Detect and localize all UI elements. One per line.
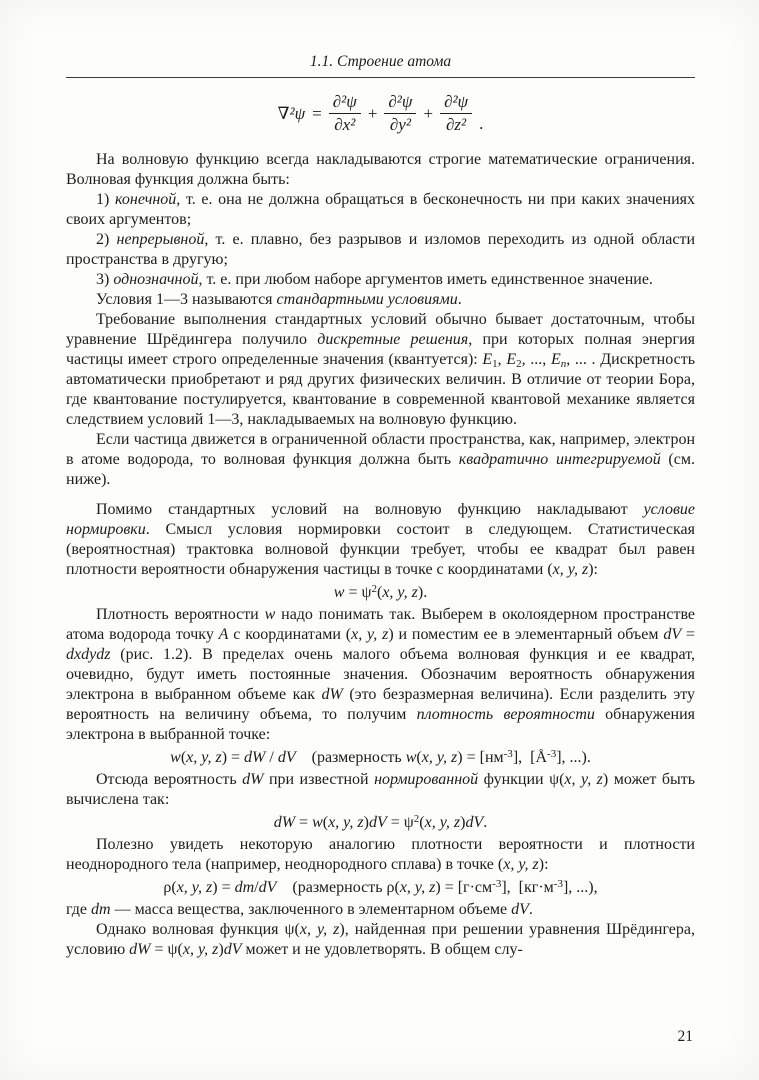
plus-sign: + [423,103,434,123]
text-run: dV [368,813,387,831]
text-run: = ψ( [150,940,183,958]
text-run: функции ψ( [478,770,565,788]
fraction-z [440,92,472,136]
text-run: 3) [96,270,114,288]
text-run: плотность вероятности [416,705,595,723]
text-run: ( [419,813,425,831]
text-run: ) [460,813,466,831]
text-run: — масса вещества, заключенного в элементарном объеме [110,900,512,918]
text-run: , т. е. плавно, без разрывов и изломов переходить из одной области пространства в другую; [66,230,696,268]
running-head: 1.1. Строение атома [309,53,452,70]
text-run: ( [322,813,329,831]
text-run: ], [кг·м [501,878,554,896]
text-run: 2 [371,582,377,595]
text-run: E [550,350,561,368]
text-run: , при которых полная энергия частицы имеет строго определенные значения (квантуется): [66,330,696,368]
text-run: (размерность ρ( [276,878,400,896]
paragraph [66,150,695,190]
formula-line [66,877,695,898]
text-run: ( [377,583,383,601]
page-number: 21 [677,1028,693,1045]
text-run: Условия 1—3 называются [96,290,277,308]
text-run: x, y, z [299,920,340,938]
text-run: , т. е. при любом наборе аргументов иметь единственное значение. [198,270,653,288]
text-run: dm [234,878,255,896]
text-run: 1 [492,357,498,370]
text-run: ( [180,748,187,766]
text-run: x, y, z [399,878,436,896]
text-run: A [218,625,229,643]
text-run: ) и поместим ее в элементарный объем [388,625,664,643]
text-run: (размерность [295,748,406,766]
text-run: dW [242,770,264,788]
text-run: ) = [нм [457,748,504,766]
text-run: (см. ниже). [66,450,695,488]
paragraph [66,920,695,960]
fraction-y [384,92,416,136]
text-run: w [264,605,276,623]
text-run: нормированной [374,770,479,788]
text-run: где [66,900,92,918]
paragraph [66,430,695,490]
text-run: E [506,350,517,368]
text-run: с координатами ( [228,625,352,643]
text-run: . [528,900,533,918]
paragraph [66,230,695,270]
text-run: Помимо стандартных условий на волновую функцию накладывают [96,500,644,518]
text-run: ) [218,940,224,958]
text-run: Полезно увидеть некоторую аналогию плотности вероятности и плотности неоднородного тела (например, неоднородного сплава) в точке ( [66,835,695,873]
fraction-numerator: ∂²ψ [329,92,361,114]
formula-line [66,582,695,603]
paragraph [66,900,695,920]
text-run: Плотность вероятности [96,605,265,623]
text-run: -3 [503,747,513,760]
text-run: x, y, z [328,813,364,831]
text-run: непрерывной [116,230,205,248]
text-run: w [312,813,323,831]
text-run: Однако волновая функция ψ( [96,920,300,938]
laplacian-equation [66,92,695,136]
header-rule [66,77,695,78]
formula-period: . [479,113,484,133]
text-run: w [333,583,345,601]
text-run: w [170,748,181,766]
text-run: dxdydz [66,645,111,663]
text-run: . [483,813,488,831]
paragraph [66,290,695,310]
page-body [66,150,695,960]
text-run: ). [417,583,428,601]
text-run: стандартными условиями [276,290,458,308]
paragraph [66,310,695,430]
text-run: dm [91,900,111,918]
fraction-numerator: ∂²ψ [384,92,416,114]
text-run: -3 [547,747,557,760]
text-run: x, y, z [552,560,589,578]
text-run: dV [277,748,296,766]
text-run: x, y, z [424,813,461,831]
equals-sign: = [312,103,322,123]
text-run: (рис. 1.2). В пределах очень малого объема волновая функция и ее квадрат, очевидно, будут иметь постоянные значения. Обозначим вероятность обнаружения электрона в выбранном объеме как [66,645,695,703]
text-run: однозначной [113,270,199,288]
text-run: Требование выполнения стандартных условий обычно бывает достаточным, чтобы уравнение Шрёдингера получило [66,310,695,348]
formula-line [66,812,695,833]
text-run: Если частица движется в ограниченной области пространства, как, например, электрон в атоме водорода, то волновая функция должна быть [66,430,695,468]
text-run: x, y, z [176,878,213,896]
text-run: Отсюда вероятность [96,770,243,788]
formula-line [66,747,695,768]
text-run: обнаружения электрона в выбранной точке: [66,705,695,743]
text-run: ) может быть вычислена так: [66,770,696,808]
text-run: x, y, z [382,583,418,601]
text-run: / [254,878,259,896]
text-run: ), найденная при решении уравнения Шрёдингера, условию [66,920,696,958]
text-run: На волновую функцию всегда накладываются строгие математические ограничения. Волновая функция должна быть: [66,150,695,188]
text-run: dV [511,900,529,918]
fraction-denominator: ∂x² [334,115,356,135]
text-run: = ψ [344,583,372,601]
text-run: может и не удовлетворять. В общем слу- [241,940,523,958]
text-run: ) = [221,748,245,766]
text-run: n [560,357,567,370]
paragraph [66,605,695,745]
text-run: dV [258,878,277,896]
text-run: условие нормировки [66,500,695,538]
plus-sign: + [367,103,378,123]
text-run: dV [465,813,484,831]
text-run: 1) [96,190,115,208]
text-run: ) [363,813,369,831]
text-run: конечной [115,190,177,208]
fraction-x [329,92,361,136]
text-run: 2) [96,230,117,248]
text-run: ): [538,855,549,873]
text-run: -3 [492,877,502,890]
text-run: ) = [212,878,235,896]
text-run: , ... . Дискретность автоматически приобретают и ряд других физических величин. В отличие от теории Бора, где квантование постулируется, квантование в современной квантовой механике является следствием условий 1—3, накладываемых на волновую функцию. [66,350,696,428]
text-run: / [265,748,278,766]
fraction-numerator: ∂²ψ [440,92,472,114]
paragraph [66,835,695,875]
text-run: дискретные решения [317,330,469,348]
text-run: ], [Å [512,748,548,766]
text-run: , ..., [521,350,551,368]
text-run: dW [129,940,151,958]
text-run: . Смысл условия нормировки состоит в следующем. Статистическая (вероятностная) трактовка волновой функции требует, чтобы ее квадрат был равен плотности вероятности обнаружения частицы в точке с координатами ( [66,520,695,578]
paragraph [66,770,695,810]
text-run: . [457,290,462,308]
text-run: E [482,350,493,368]
text-run: x, y, z [351,625,389,643]
text-run: при известной [263,770,375,788]
fraction-denominator: ∂y² [389,115,411,135]
text-run: ) = [г·см [435,878,493,896]
text-run: ): [588,560,598,578]
text-run: (это безразмерная величина). Если разделить эту вероятность на величину объема, то получим [66,685,695,723]
text-run: ], ...). [556,748,591,766]
text-run: надо понимать так. Выберем в околоядерном пространстве атома водорода точку [66,605,696,643]
text-run: = ψ [386,813,414,831]
text-run: = [295,813,313,831]
text-run: x, y, z [421,748,458,766]
text-run: , т. е. она не должна обращаться в бесконечность ни при каких значениях своих аргументов; [66,190,696,228]
text-run: ], ...), [562,878,598,896]
paragraph [66,190,695,230]
formula-lhs: ∇²ψ [277,103,306,123]
text-run: dV [663,625,682,643]
fraction-denominator: ∂z² [446,115,467,135]
text-run: dW [244,748,266,766]
text-run: x, y, z [564,770,603,788]
text-run: ( [416,748,422,766]
paragraph [66,270,695,290]
paragraph [66,500,695,580]
text-run: 2 [413,812,420,825]
text-run: = [681,625,696,643]
text-run: x, y, z [186,748,222,766]
text-run: w [405,748,417,766]
text-run: -3 [553,877,563,890]
text-run: ρ( [163,878,177,896]
text-run: x, y, z [182,940,219,958]
text-run: квадратично интегрируемой [458,450,661,468]
text-run: , [497,350,507,368]
text-run: 2 [516,357,522,370]
text-run: x, y, z [503,855,539,873]
page-content [66,52,695,960]
text-run: dW [273,813,296,831]
text-run: dV [223,940,242,958]
text-run: dW [321,685,343,703]
